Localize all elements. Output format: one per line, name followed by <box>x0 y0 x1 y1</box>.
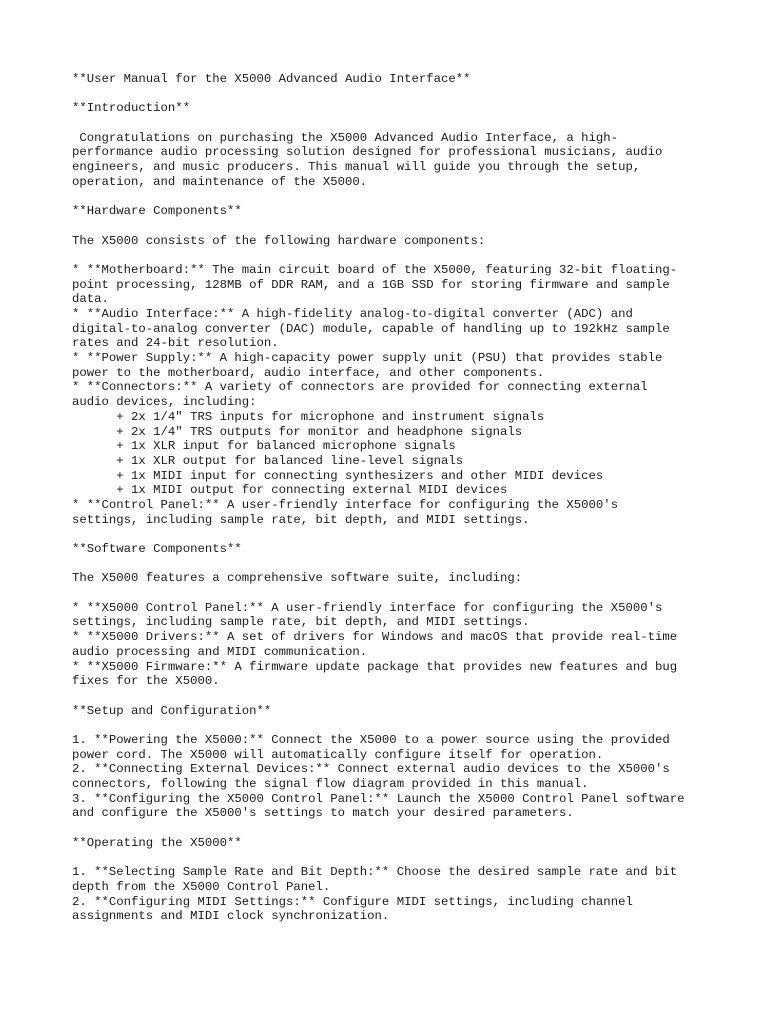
blank-line <box>72 87 752 102</box>
text-line: The X5000 features a comprehensive software suite, including: <box>72 571 523 586</box>
blank-line <box>72 219 752 234</box>
blank-line <box>72 248 752 263</box>
text-line: Congratulations on purchasing the X5000 Advanced Audio Interface, a high- <box>72 130 619 145</box>
numbered-item: 3. **Configuring the X5000 Control Panel:** Launch the X5000 Control Panel software <box>72 791 685 806</box>
text-line: engineers, and music producers. This manual will guide you through the setup, <box>72 160 641 175</box>
section-heading: **Operating the X5000** <box>72 835 242 850</box>
sub-list-item: + 1x XLR output for balanced line-level signals <box>72 453 464 468</box>
blank-line <box>72 821 752 836</box>
bullet-item: * **Motherboard:** The main circuit board of the X5000, featuring 32-bit floating- <box>72 262 678 277</box>
text-line: digital-to-analog converter (DAC) module, capable of handling up to 192kHz sample <box>72 321 670 336</box>
text-line: assignments and MIDI clock synchronization. <box>72 909 390 924</box>
bullet-item: * **Audio Interface:** A high-fidelity analog-to-digital converter (ADC) and <box>72 307 633 321</box>
bullet-item: * **X5000 Control Panel:** A user-friendly interface for configuring the X5000's <box>72 600 663 615</box>
text-line: rates and 24-bit resolution. <box>72 336 279 351</box>
text-line: data. <box>72 292 109 307</box>
bullet-item: * **Control Panel:** A user-friendly interface for configuring the X5000's <box>72 497 619 512</box>
sub-list-item: + 1x MIDI output for connecting external MIDI devices <box>72 483 508 498</box>
section-heading: **Introduction** <box>72 101 191 116</box>
text-line: power to the motherboard, audio interface, and other components. <box>72 365 545 380</box>
bullet-item: * **Connectors:** A variety of connectors are provided for connecting external <box>72 380 648 395</box>
text-line: audio processing and MIDI communication. <box>72 644 368 659</box>
blank-line <box>72 850 752 865</box>
blank-line <box>72 190 752 205</box>
text-line: fixes for the X5000. <box>72 674 220 689</box>
text-line: connectors, following the signal flow diagram provided in this manual. <box>72 777 589 791</box>
sub-list-item: + 2x 1/4" TRS inputs for microphone and instrument signals <box>72 409 545 424</box>
sub-list-item: + 2x 1/4" TRS outputs for monitor and headphone signals <box>72 424 523 439</box>
text-line: point processing, 128MB of DDR RAM, and a 1GB SSD for storing firmware and sample <box>72 277 670 292</box>
text-line: power cord. The X5000 will automatically configure itself for operation. <box>72 747 604 762</box>
blank-line <box>72 718 752 733</box>
blank-line <box>72 557 752 572</box>
sub-list-item: + 1x MIDI input for connecting synthesizers and other MIDI devices <box>72 468 604 483</box>
numbered-item: 2. **Connecting External Devices:** Connect external audio devices to the X5000's <box>72 762 670 777</box>
section-heading: **Software Components** <box>72 542 242 556</box>
numbered-item: 1. **Powering the X5000:** Connect the X5000 to a power source using the provided <box>72 732 670 747</box>
text-line: performance audio processing solution designed for professional musicians, audio <box>72 145 663 160</box>
text-line: audio devices, including: <box>72 395 257 410</box>
blank-line <box>72 586 752 601</box>
blank-line <box>72 527 752 542</box>
section-heading: **Setup and Configuration** <box>72 703 272 718</box>
text-line: operation, and maintenance of the X5000. <box>72 174 368 189</box>
bullet-item: * **Power Supply:** A high-capacity power supply unit (PSU) that provides stable <box>72 351 663 366</box>
text-line: settings, including sample rate, bit depth, and MIDI settings. <box>72 615 530 630</box>
blank-line <box>72 116 752 131</box>
text-line: and configure the X5000's settings to match your desired parameters. <box>72 806 574 821</box>
text-line: The X5000 consists of the following hardware components: <box>72 233 486 248</box>
text-line: settings, including sample rate, bit depth, and MIDI settings. <box>72 512 530 527</box>
section-heading: **Hardware Components** <box>72 204 242 219</box>
bullet-item: * **X5000 Firmware:** A firmware update package that provides new features and bug <box>72 659 678 674</box>
bullet-item: * **X5000 Drivers:** A set of drivers for Windows and macOS that provide real-time <box>72 630 678 645</box>
blank-line <box>72 689 752 704</box>
numbered-item: 1. **Selecting Sample Rate and Bit Depth:** Choose the desired sample rate and bit <box>72 865 678 880</box>
numbered-item: 2. **Configuring MIDI Settings:** Configure MIDI settings, including channel <box>72 894 633 909</box>
text-line: depth from the X5000 Control Panel. <box>72 879 331 894</box>
section-heading: **User Manual for the X5000 Advanced Audio Interface** <box>72 72 471 86</box>
document-page <box>72 72 752 924</box>
sub-list-item: + 1x XLR input for balanced microphone signals <box>72 439 456 454</box>
